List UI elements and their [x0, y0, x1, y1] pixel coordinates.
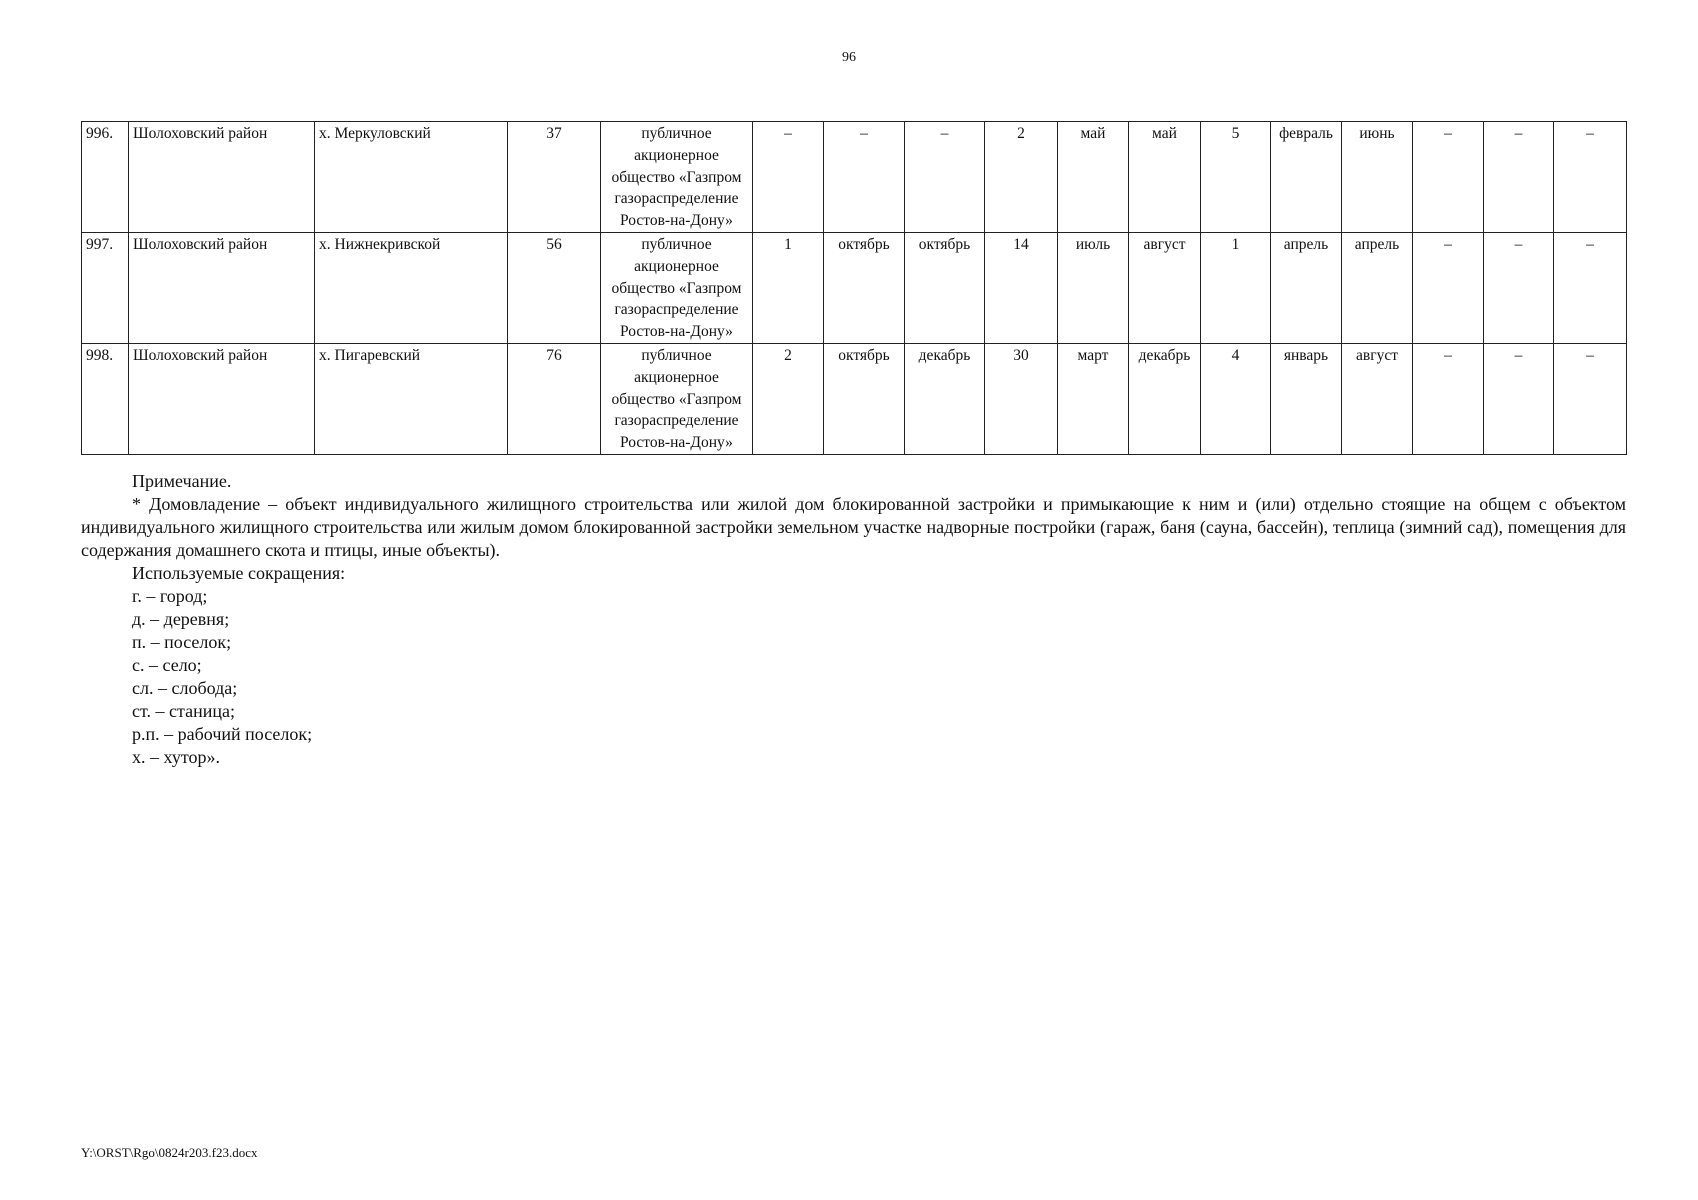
stage1-quantity-cell: – — [753, 122, 824, 233]
abbreviation-item: д. – деревня; — [132, 609, 230, 629]
organization-line: общество «Газпром — [611, 168, 742, 186]
stage2-start-month-cell: март — [1058, 343, 1129, 454]
settlement-cell: х. Пигаревский — [315, 343, 508, 454]
notes-definition: * Домовладение – объект индивидуального жилищного строительства или жилой дом блокированной застройки и примыкающие к ним и (или) отдельно стоящие на общем с объектом индивидуального жилищного строительства или жилым домом блокированной застройки земельном участке надворные постройки (гараж, баня (сауна, бассейн), теплица (зимний сад), помещения для содержания домашнего скота и птицы, иные объекты). — [81, 494, 1626, 560]
abbreviation-item: сл. – слобода; — [132, 678, 238, 698]
stage2-quantity-cell: 2 — [985, 122, 1058, 233]
stage3-start-month-cell: апрель — [1271, 232, 1342, 343]
district-cell: Шолоховский район — [129, 343, 315, 454]
organization-line: акционерное — [634, 368, 719, 386]
organization-line: публичное — [641, 346, 712, 364]
settlements-table — [81, 121, 1627, 455]
stage1-end-month-cell: – — [905, 122, 985, 233]
stage3-end-month-cell: август — [1342, 343, 1413, 454]
abbreviation-item: р.п. – рабочий поселок; — [132, 724, 313, 744]
stage2-end-month-cell: декабрь — [1129, 343, 1201, 454]
stage1-end-month-cell: октябрь — [905, 232, 985, 343]
table-row — [82, 232, 1627, 343]
abbreviation-item: х. – хутор». — [132, 747, 220, 767]
notes-heading: Примечание. — [132, 471, 232, 491]
organization-line: Ростов-на-Дону» — [620, 434, 733, 452]
organization-line: общество «Газпром — [611, 390, 742, 408]
settlement-cell: х. Меркуловский — [315, 122, 508, 233]
settlement-cell: х. Нижнекривской — [315, 232, 508, 343]
stage4-end-month-cell: – — [1554, 122, 1627, 233]
organization-cell — [601, 232, 753, 343]
abbreviations-heading: Используемые сокращения: — [132, 563, 346, 583]
abbreviations-list — [81, 585, 1626, 769]
row-number-cell: 997. — [82, 232, 129, 343]
organization-cell — [601, 122, 753, 233]
row-number-cell: 998. — [82, 343, 129, 454]
stage1-start-month-cell: октябрь — [824, 343, 905, 454]
stage2-quantity-cell: 14 — [985, 232, 1058, 343]
organization-line: акционерное — [634, 257, 719, 275]
stage4-quantity-cell: – — [1413, 232, 1484, 343]
count-cell: 76 — [508, 343, 601, 454]
organization-line: Ростов-на-Дону» — [620, 212, 733, 230]
stage3-quantity-cell: 1 — [1201, 232, 1271, 343]
row-number-cell: 996. — [82, 122, 129, 233]
organization-line: общество «Газпром — [611, 279, 742, 297]
organization-line: газораспределение — [614, 301, 739, 319]
organization-line: публичное — [641, 235, 712, 253]
stage1-start-month-cell: октябрь — [824, 232, 905, 343]
stage4-start-month-cell: – — [1484, 232, 1554, 343]
stage4-end-month-cell: – — [1554, 232, 1627, 343]
stage1-quantity-cell: 1 — [753, 232, 824, 343]
notes-section — [81, 470, 1626, 769]
stage1-start-month-cell: – — [824, 122, 905, 233]
stage4-quantity-cell: – — [1413, 343, 1484, 454]
stage4-end-month-cell: – — [1554, 343, 1627, 454]
stage2-end-month-cell: август — [1129, 232, 1201, 343]
abbreviation-item: ст. – станица; — [132, 701, 235, 721]
organization-line: публичное — [641, 125, 712, 142]
file-path-footer: Y:\ORST\Rgo\0824r203.f23.docx — [81, 1145, 258, 1160]
district-cell: Шолоховский район — [129, 232, 315, 343]
organization-line: газораспределение — [614, 412, 739, 430]
stage4-start-month-cell: – — [1484, 343, 1554, 454]
stage2-quantity-cell: 30 — [985, 343, 1058, 454]
stage1-quantity-cell: 2 — [753, 343, 824, 454]
stage1-end-month-cell: декабрь — [905, 343, 985, 454]
organization-line: газораспределение — [614, 190, 739, 208]
stage3-start-month-cell: январь — [1271, 343, 1342, 454]
abbreviation-item: п. – поселок; — [132, 632, 232, 652]
organization-cell — [601, 343, 753, 454]
stage3-quantity-cell: 5 — [1201, 122, 1271, 233]
stage2-start-month-cell: июль — [1058, 232, 1129, 343]
table-row — [82, 343, 1627, 454]
page-number: 96 — [842, 50, 856, 65]
stage4-start-month-cell: – — [1484, 122, 1554, 233]
stage4-quantity-cell: – — [1413, 122, 1484, 233]
stage2-end-month-cell: май — [1129, 122, 1201, 233]
stage3-end-month-cell: июнь — [1342, 122, 1413, 233]
organization-line: акционерное — [634, 146, 719, 164]
abbreviation-item: г. – город; — [132, 586, 208, 606]
organization-line: Ростов-на-Дону» — [620, 323, 733, 341]
count-cell: 37 — [508, 122, 601, 233]
stage2-start-month-cell: май — [1058, 122, 1129, 233]
stage3-end-month-cell: апрель — [1342, 232, 1413, 343]
district-cell: Шолоховский район — [129, 122, 315, 233]
stage3-start-month-cell: февраль — [1271, 122, 1342, 233]
count-cell: 56 — [508, 232, 601, 343]
abbreviation-item: с. – село; — [132, 655, 202, 675]
table-row — [82, 122, 1627, 233]
stage3-quantity-cell: 4 — [1201, 343, 1271, 454]
